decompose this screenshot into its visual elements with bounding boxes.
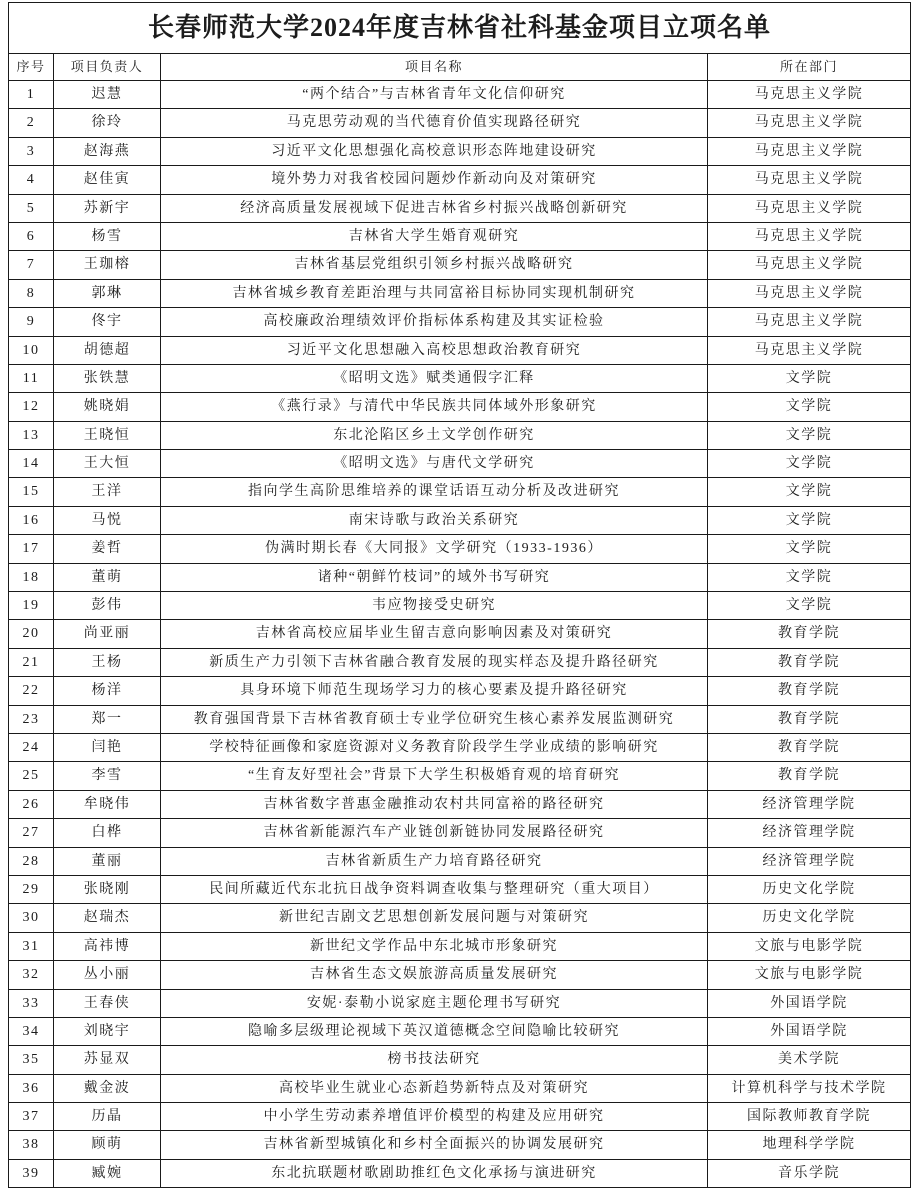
cell-leader: 马悦: [54, 506, 161, 534]
table-row: [9, 705, 911, 733]
cell-department: 文学院: [708, 450, 911, 478]
table-row: [9, 364, 911, 392]
column-header-row: [9, 54, 911, 81]
cell-leader: 王春侠: [54, 989, 161, 1017]
cell-department: 外国语学院: [708, 989, 911, 1017]
cell-leader: 苏新宇: [54, 194, 161, 222]
table-row: [9, 563, 911, 591]
table-row: [9, 592, 911, 620]
table-row: [9, 1046, 911, 1074]
cell-project-name: 吉林省大学生婚育观研究: [161, 222, 708, 250]
cell-project-name: “两个结合”与吉林省青年文化信仰研究: [161, 81, 708, 109]
cell-project-name: 《昭明文选》与唐代文学研究: [161, 450, 708, 478]
cell-project-name: 南宋诗歌与政治关系研究: [161, 506, 708, 534]
cell-index: 9: [9, 308, 54, 336]
table-row: [9, 194, 911, 222]
cell-index: 14: [9, 450, 54, 478]
cell-leader: 臧婉: [54, 1159, 161, 1187]
cell-index: 5: [9, 194, 54, 222]
cell-project-name: 隐喻多层级理论视域下英汉道德概念空间隐喻比较研究: [161, 1017, 708, 1045]
cell-project-name: 高校毕业生就业心态新趋势新特点及对策研究: [161, 1074, 708, 1102]
table-row: [9, 279, 911, 307]
cell-department: 教育学院: [708, 733, 911, 761]
cell-index: 12: [9, 393, 54, 421]
table-row: [9, 1074, 911, 1102]
cell-leader: 王晓恒: [54, 421, 161, 449]
cell-department: 马克思主义学院: [708, 109, 911, 137]
cell-index: 29: [9, 875, 54, 903]
cell-index: 27: [9, 819, 54, 847]
cell-project-name: 马克思劳动观的当代德育价值实现路径研究: [161, 109, 708, 137]
cell-leader: 姚晓娟: [54, 393, 161, 421]
cell-index: 32: [9, 961, 54, 989]
table-row: [9, 932, 911, 960]
cell-department: 地理科学学院: [708, 1131, 911, 1159]
cell-leader: 张铁慧: [54, 364, 161, 392]
cell-project-name: 韦应物接受史研究: [161, 592, 708, 620]
table-row: [9, 137, 911, 165]
table-row: [9, 1131, 911, 1159]
table-row: [9, 875, 911, 903]
table-row: [9, 166, 911, 194]
cell-leader: 杨雪: [54, 222, 161, 250]
cell-project-name: 安妮·泰勒小说家庭主题伦理书写研究: [161, 989, 708, 1017]
cell-index: 8: [9, 279, 54, 307]
table-row: [9, 506, 911, 534]
cell-index: 23: [9, 705, 54, 733]
cell-leader: 赵佳寅: [54, 166, 161, 194]
cell-project-name: 学校特征画像和家庭资源对义务教育阶段学生学业成绩的影响研究: [161, 733, 708, 761]
cell-index: 16: [9, 506, 54, 534]
cell-leader: 顾萌: [54, 1131, 161, 1159]
cell-department: 文学院: [708, 364, 911, 392]
cell-leader: 王珈榕: [54, 251, 161, 279]
cell-index: 4: [9, 166, 54, 194]
cell-department: 马克思主义学院: [708, 222, 911, 250]
table-row: [9, 478, 911, 506]
cell-index: 39: [9, 1159, 54, 1187]
table-row: [9, 648, 911, 676]
cell-index: 25: [9, 762, 54, 790]
header-index: 序号: [9, 54, 54, 81]
cell-leader: 郭琳: [54, 279, 161, 307]
cell-project-name: 吉林省生态文娱旅游高质量发展研究: [161, 961, 708, 989]
table-row: [9, 535, 911, 563]
cell-department: 马克思主义学院: [708, 308, 911, 336]
table-row: [9, 733, 911, 761]
cell-leader: 王杨: [54, 648, 161, 676]
cell-index: 24: [9, 733, 54, 761]
cell-leader: 牟晓伟: [54, 790, 161, 818]
cell-department: 经济管理学院: [708, 790, 911, 818]
cell-project-name: 吉林省数字普惠金融推动农村共同富裕的路径研究: [161, 790, 708, 818]
cell-index: 6: [9, 222, 54, 250]
cell-leader: 历晶: [54, 1103, 161, 1131]
cell-leader: 李雪: [54, 762, 161, 790]
cell-department: 马克思主义学院: [708, 279, 911, 307]
cell-index: 38: [9, 1131, 54, 1159]
cell-project-name: 民间所藏近代东北抗日战争资料调查收集与整理研究（重大项目）: [161, 875, 708, 903]
cell-project-name: 新世纪文学作品中东北城市形象研究: [161, 932, 708, 960]
cell-project-name: 指向学生高阶思维培养的课堂话语互动分析及改进研究: [161, 478, 708, 506]
table-row: [9, 790, 911, 818]
cell-project-name: 教育强国背景下吉林省教育硕士专业学位研究生核心素养发展监测研究: [161, 705, 708, 733]
cell-project-name: 吉林省新能源汽车产业链创新链协同发展路径研究: [161, 819, 708, 847]
cell-index: 11: [9, 364, 54, 392]
project-list-document: [8, 2, 910, 1188]
cell-project-name: 新世纪吉剧文艺思想创新发展问题与对策研究: [161, 904, 708, 932]
cell-leader: 胡德超: [54, 336, 161, 364]
cell-leader: 赵海燕: [54, 137, 161, 165]
cell-leader: 丛小丽: [54, 961, 161, 989]
cell-department: 马克思主义学院: [708, 194, 911, 222]
cell-department: 历史文化学院: [708, 875, 911, 903]
cell-leader: 戴金波: [54, 1074, 161, 1102]
cell-department: 文旅与电影学院: [708, 961, 911, 989]
cell-project-name: 榜书技法研究: [161, 1046, 708, 1074]
cell-department: 国际教师教育学院: [708, 1103, 911, 1131]
cell-project-name: 伪满时期长春《大同报》文学研究（1933-1936）: [161, 535, 708, 563]
cell-leader: 张晓刚: [54, 875, 161, 903]
cell-index: 22: [9, 677, 54, 705]
cell-index: 34: [9, 1017, 54, 1045]
cell-leader: 郑一: [54, 705, 161, 733]
table-row: [9, 393, 911, 421]
cell-department: 马克思主义学院: [708, 166, 911, 194]
cell-leader: 赵瑞杰: [54, 904, 161, 932]
cell-leader: 董萌: [54, 563, 161, 591]
cell-project-name: 中小学生劳动素养增值评价模型的构建及应用研究: [161, 1103, 708, 1131]
cell-department: 文学院: [708, 506, 911, 534]
cell-index: 19: [9, 592, 54, 620]
cell-leader: 闫艳: [54, 733, 161, 761]
cell-department: 外国语学院: [708, 1017, 911, 1045]
table-row: [9, 847, 911, 875]
cell-leader: 王大恒: [54, 450, 161, 478]
project-table: [8, 2, 911, 1188]
cell-index: 26: [9, 790, 54, 818]
table-body: [9, 81, 911, 1188]
cell-index: 36: [9, 1074, 54, 1102]
cell-department: 历史文化学院: [708, 904, 911, 932]
cell-department: 文学院: [708, 563, 911, 591]
cell-index: 3: [9, 137, 54, 165]
table-row: [9, 81, 911, 109]
cell-department: 马克思主义学院: [708, 137, 911, 165]
cell-leader: 杨洋: [54, 677, 161, 705]
cell-project-name: 境外势力对我省校园问题炒作新动向及对策研究: [161, 166, 708, 194]
cell-department: 美术学院: [708, 1046, 911, 1074]
cell-leader: 王洋: [54, 478, 161, 506]
cell-department: 马克思主义学院: [708, 251, 911, 279]
table-head: [9, 3, 911, 81]
cell-project-name: 新质生产力引领下吉林省融合教育发展的现实样态及提升路径研究: [161, 648, 708, 676]
cell-index: 33: [9, 989, 54, 1017]
cell-index: 28: [9, 847, 54, 875]
cell-leader: 董丽: [54, 847, 161, 875]
table-row: [9, 904, 911, 932]
cell-leader: 白桦: [54, 819, 161, 847]
cell-department: 文学院: [708, 478, 911, 506]
cell-project-name: 高校廉政治理绩效评价指标体系构建及其实证检验: [161, 308, 708, 336]
table-row: [9, 961, 911, 989]
cell-index: 21: [9, 648, 54, 676]
cell-department: 文学院: [708, 421, 911, 449]
table-row: [9, 989, 911, 1017]
table-row: [9, 222, 911, 250]
cell-leader: 高祎博: [54, 932, 161, 960]
table-row: [9, 762, 911, 790]
cell-project-name: 吉林省城乡教育差距治理与共同富裕目标协同实现机制研究: [161, 279, 708, 307]
cell-department: 马克思主义学院: [708, 336, 911, 364]
cell-index: 13: [9, 421, 54, 449]
cell-project-name: 《昭明文选》赋类通假字汇释: [161, 364, 708, 392]
cell-project-name: 东北沦陷区乡土文学创作研究: [161, 421, 708, 449]
cell-index: 7: [9, 251, 54, 279]
cell-project-name: 东北抗联题材歌剧助推红色文化承扬与演进研究: [161, 1159, 708, 1187]
cell-index: 18: [9, 563, 54, 591]
table-row: [9, 677, 911, 705]
cell-project-name: 经济高质量发展视域下促进吉林省乡村振兴战略创新研究: [161, 194, 708, 222]
cell-index: 31: [9, 932, 54, 960]
cell-index: 10: [9, 336, 54, 364]
cell-project-name: 诸种“朝鲜竹枝词”的域外书写研究: [161, 563, 708, 591]
cell-project-name: 吉林省新质生产力培育路径研究: [161, 847, 708, 875]
cell-department: 马克思主义学院: [708, 81, 911, 109]
cell-leader: 迟慧: [54, 81, 161, 109]
cell-project-name: 吉林省基层党组织引领乡村振兴战略研究: [161, 251, 708, 279]
table-row: [9, 251, 911, 279]
cell-department: 文学院: [708, 535, 911, 563]
cell-leader: 刘晓宇: [54, 1017, 161, 1045]
table-row: [9, 336, 911, 364]
header-department: 所在部门: [708, 54, 911, 81]
cell-project-name: 《燕行录》与清代中华民族共同体域外形象研究: [161, 393, 708, 421]
table-row: [9, 421, 911, 449]
cell-index: 15: [9, 478, 54, 506]
cell-project-name: 习近平文化思想融入高校思想政治教育研究: [161, 336, 708, 364]
table-row: [9, 109, 911, 137]
table-row: [9, 308, 911, 336]
cell-department: 文学院: [708, 592, 911, 620]
cell-index: 35: [9, 1046, 54, 1074]
cell-project-name: 习近平文化思想强化高校意识形态阵地建设研究: [161, 137, 708, 165]
table-row: [9, 1103, 911, 1131]
cell-department: 计算机科学与技术学院: [708, 1074, 911, 1102]
cell-leader: 徐玲: [54, 109, 161, 137]
cell-leader: 尚亚丽: [54, 620, 161, 648]
cell-project-name: 吉林省高校应届毕业生留吉意向影响因素及对策研究: [161, 620, 708, 648]
cell-department: 教育学院: [708, 705, 911, 733]
table-row: [9, 1017, 911, 1045]
table-row: [9, 450, 911, 478]
header-leader: 项目负责人: [54, 54, 161, 81]
cell-department: 文旅与电影学院: [708, 932, 911, 960]
cell-department: 教育学院: [708, 648, 911, 676]
cell-department: 教育学院: [708, 762, 911, 790]
cell-project-name: 吉林省新型城镇化和乡村全面振兴的协调发展研究: [161, 1131, 708, 1159]
cell-project-name: 具身环境下师范生现场学习力的核心要素及提升路径研究: [161, 677, 708, 705]
cell-department: 经济管理学院: [708, 847, 911, 875]
cell-department: 文学院: [708, 393, 911, 421]
table-row: [9, 819, 911, 847]
cell-leader: 姜哲: [54, 535, 161, 563]
table-row: [9, 620, 911, 648]
header-project-name: 项目名称: [161, 54, 708, 81]
cell-index: 37: [9, 1103, 54, 1131]
cell-leader: 彭伟: [54, 592, 161, 620]
cell-index: 30: [9, 904, 54, 932]
table-row: [9, 1159, 911, 1187]
title-row: [9, 3, 911, 54]
cell-index: 1: [9, 81, 54, 109]
cell-department: 教育学院: [708, 620, 911, 648]
page-title: 长春师范大学2024年度吉林省社科基金项目立项名单: [9, 3, 911, 54]
cell-index: 17: [9, 535, 54, 563]
cell-leader: 苏显双: [54, 1046, 161, 1074]
cell-leader: 佟宇: [54, 308, 161, 336]
cell-index: 20: [9, 620, 54, 648]
cell-department: 教育学院: [708, 677, 911, 705]
cell-department: 经济管理学院: [708, 819, 911, 847]
cell-index: 2: [9, 109, 54, 137]
cell-department: 音乐学院: [708, 1159, 911, 1187]
cell-project-name: “生育友好型社会”背景下大学生积极婚育观的培育研究: [161, 762, 708, 790]
